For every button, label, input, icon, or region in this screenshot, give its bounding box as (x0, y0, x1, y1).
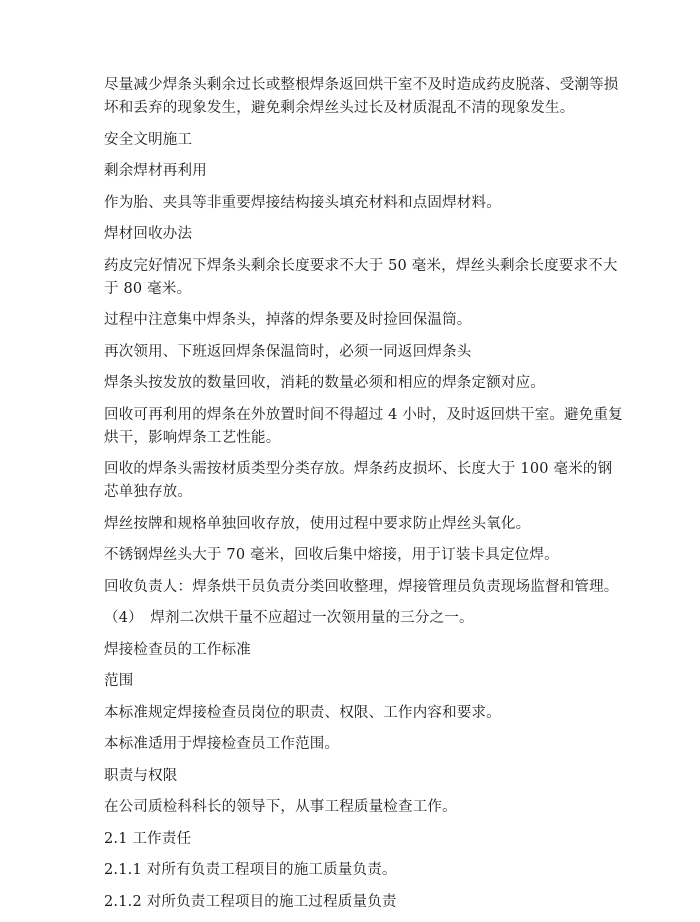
heading-safety-construction: 安全文明施工 (104, 131, 193, 148)
paragraph-length-requirement: 药皮完好情况下焊条头剩余长度要求不大于 50 毫米，焊丝头剩余长度要求不大于 80 毫米。 (104, 257, 618, 297)
heading-recovery-method: 焊材回收办法 (104, 226, 193, 242)
paragraph-scope-applicability: 本标准适用于焊接检查员工作范围。 (104, 736, 340, 752)
paragraph-stainless-wire: 不锈钢焊丝头大于 70 毫米，回收后集中熔接，用于订装卡具定位焊。 (104, 547, 559, 563)
paragraph-collect-stubs: 过程中注意集中焊条头，掉落的焊条要及时捡回保温筒。 (104, 312, 472, 328)
paragraph-responsibility-2-1-1: 2.1.1 对所有负责工程项目的施工质量负责。 (104, 862, 397, 878)
paragraph-flux-drying: （4） 焊剂二次烘干量不应超过一次领用量的三分之一。 (104, 610, 474, 626)
heading-material-reuse: 剩余焊材再利用 (104, 163, 207, 179)
paragraph-scope-definition: 本标准规定焊接检查员岗位的职责、权限、工作内容和要求。 (104, 704, 501, 721)
paragraph-leadership: 在公司质检科科长的领导下，从事工程质量检查工作。 (104, 799, 457, 815)
paragraph-responsible-person: 回收负责人：焊条烘干员负责分类回收整理，焊接管理员负责现场监督和管理。 (104, 578, 619, 595)
paragraph-quantity-recovery: 焊条头按发放的数量回收，消耗的数量必须和相应的焊条定额对应。 (104, 375, 545, 391)
document-body (104, 74, 624, 922)
paragraph-return-stubs: 再次领用、下班返回焊条保温筒时，必须一同返回焊条头 (104, 343, 472, 360)
paragraph-wire-storage: 焊丝按牌和规格单独回收存放，使用过程中要求防止焊丝头氧化。 (104, 515, 531, 532)
paragraph-reuse-purpose: 作为胎、夹具等非重要焊接结构接头填充材料和点固焊材料。 (104, 194, 501, 211)
heading-work-responsibility: 2.1 工作责任 (104, 830, 192, 847)
heading-duties-authority: 职责与权限 (104, 767, 178, 784)
heading-scope: 范围 (104, 673, 134, 689)
heading-inspector-standard: 焊接检查员的工作标准 (104, 641, 251, 658)
paragraph-waste-reduction: 尽量减少焊条头剩余过长或整根焊条返回烘干室不及时造成药皮脱落、受潮等损坏和丢弃的现象发生，避免剩余焊丝头过长及材质混乱不清的现象发生。 (104, 77, 619, 116)
paragraph-classified-storage: 回收的焊条头需按材质类型分类存放。焊条药皮损坏、长度大于 100 毫米的钢芯单独存放。 (104, 461, 613, 500)
paragraph-responsibility-2-1-2: 2.1.2 对所负责工程项目的施工过程质量负责 (104, 893, 397, 910)
paragraph-time-limit: 回收可再利用的焊条在外放置时间不得超过 4 小时，及时返回烘干室。避免重复烘干，影响焊条工艺性能。 (104, 406, 623, 446)
